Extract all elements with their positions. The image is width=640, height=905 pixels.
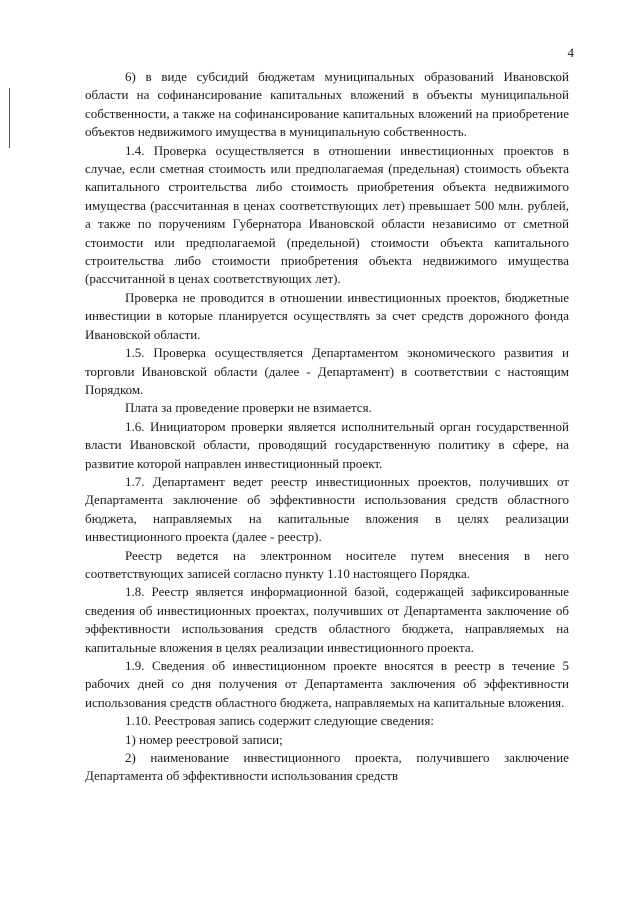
paragraph-registry-maintained: Реестр ведется на электронном носителе путем внесения в него соответствующих записей согласно пункту 1.10 настоящего Порядка. [85,547,569,581]
page-number: 4 [567,45,574,60]
paragraph-fee: Плата за проведение проверки не взимается. [125,400,372,416]
paragraph-1-9: 1.9. Сведения об инвестиционном проекте вносятся в реестр в течение 5 рабочих дней со дня получения от Департамента заключения об эффективности использования средств областного бюджета, направляемых на капитальные вложения. [85,658,569,710]
paragraph-1-5: 1.5. Проверка осуществляется Департаментом экономического развития и торговли Ивановской области (далее - Департамент) в соответствии с настоящим Порядком. [85,345,569,397]
paragraph-1-6: 1.6. Инициатором проверки является исполнительный орган государственной власти Ивановской области, проводящий государственную политику в сфере, на развитие которой направлен инвестиционный проект. [85,418,569,471]
paragraph-1-7: 1.7. Департамент ведет реестр инвестиционных проектов, получивших от Департамента заключение об эффективности использования средств областного бюджета, направляемых на капитальные вложения в целях реализации инвестиционного проекта (далее - реестр). [85,473,569,545]
paragraph-check-not-performed: Проверка не проводится в отношении инвестиционных проектов, бюджетные инвестиции в которые планируется осуществлять за счет средств дорожного фонда Ивановской области. [85,289,569,342]
margin-mark [9,88,10,148]
paragraph-6-subsidies: 6) в виде субсидий бюджетам муниципальных образований Ивановской области на софинансирование капитальных вложений в объекты муниципальной собственности, а также на софинансирование капитальных вложений на приобретение объектов недвижимого имущества в муниципальную собственность. [85,69,569,140]
list-item-2: 2) наименование инвестиционного проекта, получившего заключение Департамента об эффективности использования средств [85,750,569,784]
paragraph-1-8: 1.8. Реестр является информационной базой, содержащей зафиксированные сведения об инвестиционных проектах, получивших от Департамента заключение об эффективности использования средств областного бюджета, направляемых на капитальные вложения в целях реализации инвестиционного проекта. [85,584,569,655]
paragraph-1-10: 1.10. Реестровая запись содержит следующие сведения: [125,713,434,729]
document-body [85,68,569,786]
list-item-1: 1) номер реестровой записи; [125,731,283,747]
paragraph-1-4: 1.4. Проверка осуществляется в отношении инвестиционных проектов в случае, если сметная стоимость или предполагаемая (предельная) стоимость объекта капитального строительства либо стоимость приобретения объекта недвижимого имущества (рассчитанная в ценах соответствующих лет) превышает 500 млн. рублей, а также по поручениям Губернатора Ивановской области независимо от сметной стоимости или предполагаемой (предельной) стоимости объекта капитального строительства либо стоимости приобретения объекта недвижимого имущества (рассчитанной в ценах соответствующих лет). [85,142,569,287]
